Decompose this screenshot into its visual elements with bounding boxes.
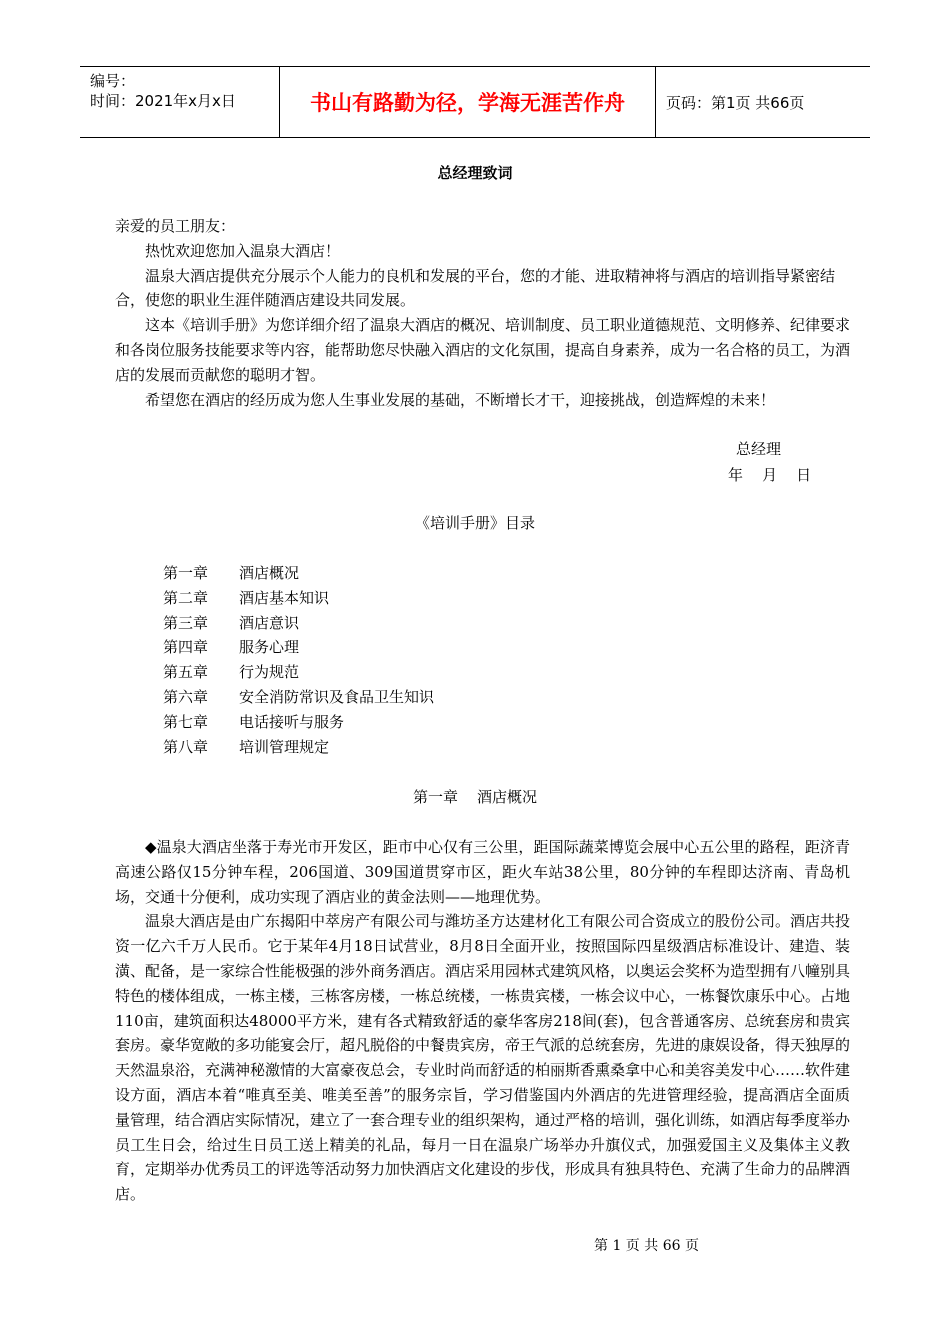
toc-chapter: 第五章 — [163, 663, 209, 682]
toc-item[interactable] — [163, 735, 434, 760]
toc-name: 安全消防常识及食品卫生知识 — [239, 687, 435, 706]
letter-greeting: 亲爱的员工朋友： — [115, 217, 236, 235]
letter-date: 年 月 日 — [728, 466, 812, 484]
header-page-info: 页码：第1页 共66页 — [666, 93, 805, 112]
letter-body — [115, 214, 850, 412]
toc-chapter: 第一章 — [163, 564, 209, 582]
chapter-paragraph: 温泉大酒店是由广东揭阳中萃房产有限公司与潍坊圣方达建材化工有限公司合资成立的股份公司。酒店共投资一亿六千万人民币。它于某年4月18日试营业，8月8日全面开业，按照国际四星级酒店标准设计、建造、装潢、配备，是一家综合性能极强的涉外商务酒店。酒店采用园林式建筑风格，以奥运会奖杯为造型拥有八幢别具特色的楼体组成，一栋主楼，三栋客房楼，一栋总统楼，一栋贵宾楼，一栋会议中心，一栋餐饮康乐中心。占地110亩，建筑面积达48000平方米，建有各式精致舒适的豪华客房218间(套)，包含普通客房、总统套房和贵宾套房。豪华宽敞的多功能宴会厅，超凡脱俗的中餐贵宾房，帝王气派的总统套房，先进的康娱设备，得天独厚的天然温泉浴，充满神秘激情的大富豪夜总会，专业时尚而舒适的柏丽斯香熏桑拿中心和美容美发中心……软件建设方面，酒店本着“唯真至美、唯美至善”的服务宗旨，学习借鉴国内外酒店的先进管理经验，提高酒店全面质量管理，结合酒店实际情况，建立了一套合理专业的组织架构，通过严格的培训，强化训练，如酒店每季度举办员工生日会，给过生日员工送上精美的礼品，每月一日在温泉广场举办升旗仪式，加强爱国主义及集体主义教育，定期举办优秀员工的评选等活动努力加快酒店文化建设的步伐，形成具有独具特色、充满了生命力的品牌酒店。 — [115, 912, 851, 1204]
chapter-body — [115, 835, 850, 1207]
letter-title: 总经理致词 — [437, 164, 513, 182]
code-label: 编号： — [90, 72, 136, 90]
letter-paragraph: 温泉大酒店提供充分展示个人能力的良机和发展的平台，您的才能、进取精神将与酒店的培训指导紧密结合，使您的职业生涯伴随酒店建设共同发展。 — [115, 266, 836, 310]
toc-item[interactable] — [163, 586, 434, 611]
toc-list — [163, 561, 434, 759]
chapter-paragraph: ◆温泉大酒店坐落于寿光市开发区，距市中心仅有三公里，距国际蔬菜博览会展中心五公里的路程，距济青高速公路仅15分钟车程，206国道、309国道贯穿市区，距火车站38公里，80分钟的车程即达济南、青岛机场，交通十分便利，成功实现了酒店业的黄金法则——地理优势。 — [115, 838, 850, 906]
toc-chapter: 第四章 — [163, 638, 209, 657]
page-footer: 第 1 页 共 66 页 — [594, 1238, 699, 1254]
toc-name: 电话接听与服务 — [239, 712, 345, 731]
toc-item[interactable] — [163, 561, 434, 586]
toc-chapter: 第三章 — [163, 613, 209, 632]
header-meta — [80, 67, 280, 137]
document-header — [80, 66, 870, 138]
letter-paragraph: 热忱欢迎您加入温泉大酒店！ — [145, 241, 341, 260]
toc-chapter: 第二章 — [163, 588, 209, 607]
header-motto-cell — [280, 67, 656, 137]
toc-chapter: 第八章 — [163, 737, 209, 756]
toc-name: 酒店概况 — [239, 564, 300, 582]
toc-title: 《培训手册》目录 — [414, 514, 535, 532]
letter-signature: 总经理 — [736, 440, 782, 458]
time-label: 时间：2021年x月x日 — [90, 92, 236, 110]
toc-name: 酒店基本知识 — [239, 588, 330, 607]
chapter-title: 第一章 酒店概况 — [412, 788, 538, 806]
toc-item[interactable] — [163, 660, 434, 685]
header-motto: 书山有路勤为径，学海无涯苦作舟 — [310, 91, 625, 115]
toc-chapter: 第七章 — [163, 712, 209, 731]
toc-chapter: 第六章 — [163, 687, 209, 706]
toc-name: 服务心理 — [239, 638, 300, 657]
toc-name: 培训管理规定 — [239, 737, 330, 756]
toc-item[interactable] — [163, 635, 434, 660]
toc-item[interactable] — [163, 685, 434, 710]
toc-item[interactable] — [163, 611, 434, 636]
toc-name: 行为规范 — [239, 663, 300, 682]
toc-name: 酒店意识 — [239, 613, 300, 632]
toc-item[interactable] — [163, 710, 434, 735]
letter-paragraph: 这本《培训手册》为您详细介绍了温泉大酒店的概况、培训制度、员工职业道德规范、文明修养、纪律要求和各岗位服务技能要求等内容，能帮助您尽快融入酒店的文化氛围，提高自身素养，成为一名合格的员工，为酒店的发展而贡献您的聪明才智。 — [115, 316, 851, 384]
letter-paragraph: 希望您在酒店的经历成为您人生事业发展的基础，不断增长才干，迎接挑战，创造辉煌的未来！ — [145, 390, 776, 409]
